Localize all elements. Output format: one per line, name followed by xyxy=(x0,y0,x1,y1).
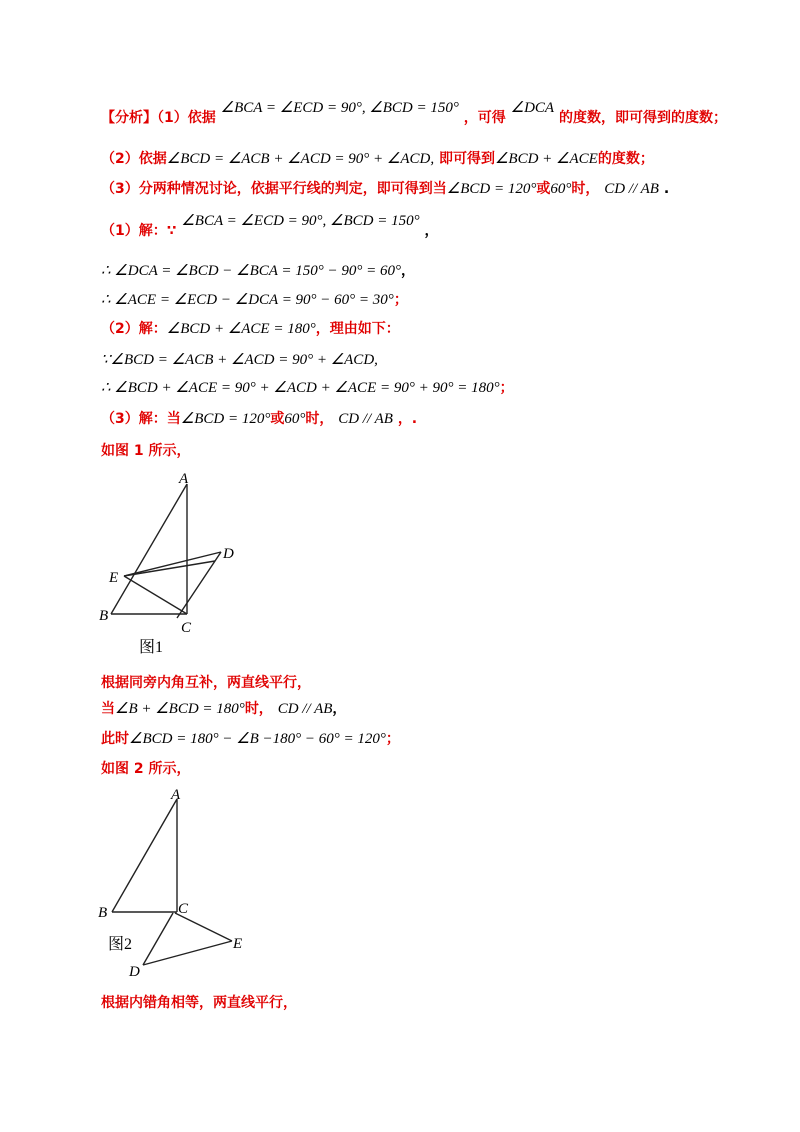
solution-3-line-1: （3）解：当∠BCD = 120°或60°时， CD // AB ，. xyxy=(101,411,418,427)
math-expr: ∠BCA = ∠ECD = 90°, ∠BCD = 150° xyxy=(220,100,459,116)
math-expr: CD // AB xyxy=(277,701,333,717)
figure-1-intro: 如图 1 所示， xyxy=(101,443,191,459)
segment-DE xyxy=(143,941,232,965)
point-D-label: D xyxy=(223,546,234,562)
figure-1 xyxy=(95,470,255,660)
point-D-label: D xyxy=(129,964,140,980)
math-expr: ∴ ∠DCA = ∠BCD − ∠BCA = 150° − 90° = 60° xyxy=(101,263,402,279)
solution-2-line-2 xyxy=(101,351,378,369)
math-expr: 60° xyxy=(284,411,306,427)
math-expr: ∠BCA = ∠ECD = 90°, ∠BCD = 150° xyxy=(181,213,420,229)
figure-2 xyxy=(95,785,265,985)
math-expr: ∴ ∠BCD + ∠ACE = 90° + ∠ACD + ∠ACE = 90° + 90° = 180° xyxy=(101,380,500,396)
figure-2-intro: 如图 2 所示， xyxy=(101,761,191,777)
reason-1-result: 此时∠BCD = 180° − ∠B −180° − 60° = 120°； xyxy=(101,731,400,747)
segment-EC xyxy=(124,576,187,614)
point-B-label: B xyxy=(98,905,108,921)
math-expr: CD // AB xyxy=(338,411,393,427)
solution-1-line-2: ∴ ∠DCA = ∠BCD − ∠BCA = 150° − 90° = 60°， xyxy=(101,263,416,279)
reason-2: 根据内错角相等，两直线平行， xyxy=(101,995,297,1011)
math-expr: ∴ ∠ACE = ∠ECD − ∠DCA = 90° − 60° = 30° xyxy=(101,292,394,308)
math-expr: ∠BCD = ∠ACB + ∠ACD = 90° + ∠ACD, xyxy=(166,151,435,167)
segment-CE xyxy=(175,913,232,941)
point-A-label: A xyxy=(171,787,181,803)
math-expr: ∠BCD + ∠ACE = 180° xyxy=(166,321,316,337)
math-expr: ∠BCD + ∠ACE xyxy=(494,151,598,167)
reason-1-condition: 当∠B + ∠BCD = 180°时， CD // AB， xyxy=(101,701,347,717)
segment-AB xyxy=(111,484,187,614)
point-C-label: C xyxy=(178,901,189,917)
math-expr: ∵∠BCD = ∠ACB + ∠ACD = 90° + ∠ACD, xyxy=(101,352,378,368)
math-expr: ∠B + ∠BCD = 180° xyxy=(115,701,245,717)
point-E-label: E xyxy=(109,570,119,586)
math-expr: ∠DCA xyxy=(510,100,555,116)
segment-CD xyxy=(143,913,173,965)
reason-1: 根据同旁内角互补，两直线平行， xyxy=(101,675,311,691)
analysis-bracket: 【分析】 xyxy=(101,110,157,126)
math-expr: ∠BCD = 120° xyxy=(180,411,271,427)
analysis-line-1: 【分析】（1）依据 ∠BCA = ∠ECD = 90°, ∠BCD = 150° ，可得 ∠DCA 的度数，即可得到的度数； xyxy=(101,100,727,126)
solution-1-line-1: （1）解：∵ ∠BCA = ∠ECD = 90°, ∠BCD = 150° ， xyxy=(101,213,439,239)
segment-ED xyxy=(124,552,221,576)
segment-AB xyxy=(112,799,177,912)
point-C-label: C xyxy=(181,620,192,636)
math-expr: 60° xyxy=(550,181,572,197)
solution-1-line-3: ∴ ∠ACE = ∠ECD − ∠DCA = 90° − 60° = 30°； xyxy=(101,292,408,308)
math-expr: ∠BCD = 180° − ∠B −180° − 60° = 120° xyxy=(129,731,386,747)
math-expr: CD // AB xyxy=(604,181,659,197)
figure-2-label: 图2 xyxy=(108,936,133,953)
point-A-label: A xyxy=(179,471,189,487)
point-B-label: B xyxy=(99,608,109,624)
math-expr: ∠BCD = 120° xyxy=(446,181,537,197)
figure-1-label: 图1 xyxy=(139,639,164,656)
analysis-line-2: （2）依据∠BCD = ∠ACB + ∠ACD = 90° + ∠ACD, 即可得到∠BCD + ∠ACE的度数； xyxy=(101,151,654,167)
point-E-label: E xyxy=(233,936,243,952)
analysis-line-3: （3）分两种情况讨论，依据平行线的判定，即可得到当∠BCD = 120°或60°时， CD // AB . xyxy=(101,181,670,197)
solution-2-line-3: ∴ ∠BCD + ∠ACE = 90° + ∠ACD + ∠ACE = 90° + 90° = 180°； xyxy=(101,380,514,396)
solution-2-line-1: （2）解：∠BCD + ∠ACE = 180°，理由如下： xyxy=(101,321,400,337)
